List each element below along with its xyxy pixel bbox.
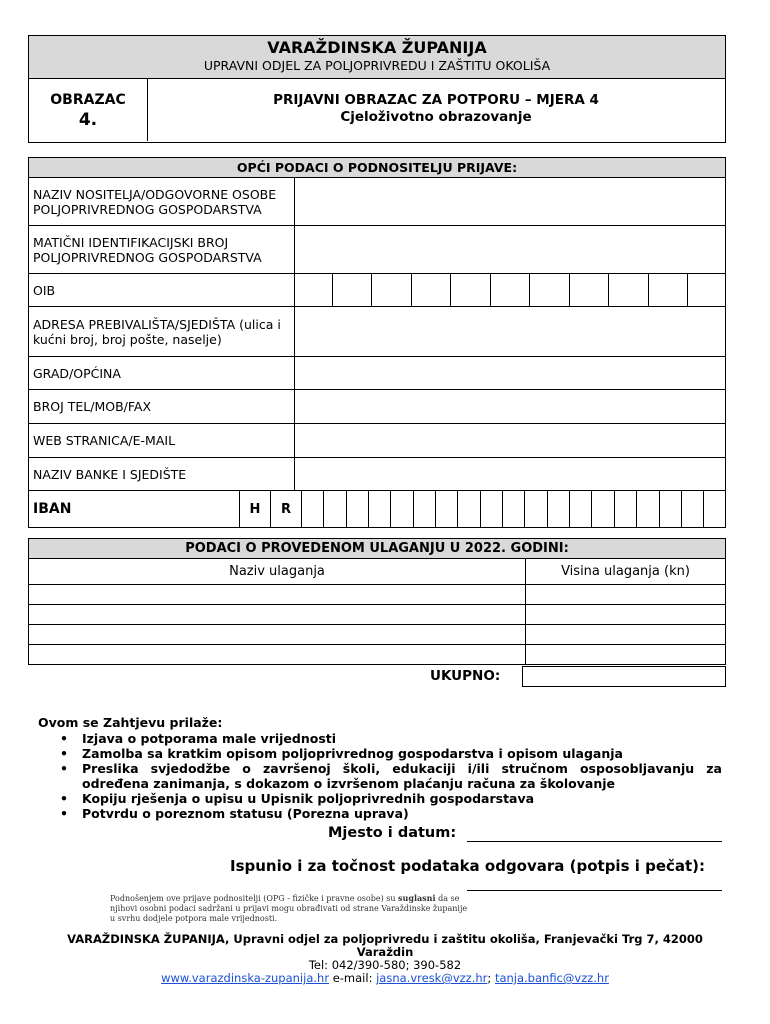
applicant-table [28, 157, 726, 528]
iban-country-r: R [271, 491, 302, 527]
consent-note-text-2: da se njihovi osobni podaci sadržani u prijavi mogu obrađivati od strane Varaždinske županije u svrhu dodjele potpora male vrijednosti. [110, 894, 468, 923]
form-title-box [147, 78, 725, 141]
total-label: UKUPNO: [430, 668, 501, 684]
consent-note [110, 893, 470, 924]
iban-digit[interactable] [324, 491, 346, 527]
attachments-list [60, 731, 722, 821]
attachment-item: • Zamolba sa kratkim opisom poljoprivrednog gospodarstva i opisom ulaganja [60, 746, 722, 761]
oib-digit[interactable] [372, 274, 411, 306]
email-link-1[interactable]: jasna.vresk@vzz.hr [376, 971, 488, 985]
field-label-phone: BROJ TEL/MOB/FAX [29, 390, 295, 424]
iban-boxes [29, 491, 725, 527]
iban-digit[interactable] [369, 491, 391, 527]
form-label: OBRAZAC [50, 92, 126, 108]
bank-field[interactable] [295, 458, 726, 491]
footer-phone: Tel: 042/390-580; 390-582 [308, 958, 462, 972]
field-label-web-email: WEB STRANICA/E-MAIL [29, 424, 295, 458]
iban-digit[interactable] [704, 491, 725, 527]
investment-section-title: PODACI O PROVEDENOM ULAGANJU U 2022. GODINI: [29, 539, 726, 559]
oib-digit[interactable] [609, 274, 648, 306]
investment-amount-cell[interactable] [526, 585, 726, 605]
iban-digit[interactable] [614, 491, 636, 527]
oib-digit[interactable] [688, 274, 725, 306]
attachments-heading: Ovom se Zahtjevu prilaže: [38, 715, 223, 730]
iban-label: IBAN [29, 491, 240, 527]
iban-digit[interactable] [413, 491, 435, 527]
email-separator: ; [487, 971, 492, 985]
oib-digit[interactable] [332, 274, 371, 306]
iban-digit[interactable] [525, 491, 547, 527]
oib-digit[interactable] [411, 274, 450, 306]
signature-label: Ispunio i za točnost podataka odgovara (potpis i pečat): [230, 857, 706, 875]
iban-digit[interactable] [681, 491, 703, 527]
email-label: e-mail: [332, 971, 373, 985]
applicant-section-title: OPĆI PODACI O PODNOSITELJU PRIJAVE: [29, 158, 726, 178]
web-email-field[interactable] [295, 424, 726, 458]
signature-line[interactable] [467, 890, 722, 891]
consent-note-bold: suglasni [398, 893, 436, 903]
iban-digit[interactable] [592, 491, 614, 527]
form-subtitle: Cjeloživotno obrazovanje [340, 109, 532, 125]
oib-digit[interactable] [530, 274, 569, 306]
column-header-investment-amount: Visina ulaganja (kn) [526, 559, 726, 585]
field-label-address: ADRESA PREBIVALIŠTA/SJEDIŠTA (ulica i kućni broj, broj pošte, naselje) [29, 307, 295, 357]
investment-amount-cell[interactable] [526, 625, 726, 645]
iban-digit[interactable] [436, 491, 458, 527]
iban-digit[interactable] [346, 491, 368, 527]
department-subtitle: UPRAVNI ODJEL ZA POLJOPRIVREDU I ZAŠTITU OKOLIŠA [203, 58, 551, 73]
address-field[interactable] [295, 307, 726, 357]
column-header-investment-name: Naziv ulaganja [29, 559, 526, 585]
iban-digit[interactable] [547, 491, 569, 527]
attachment-item: • Preslika svjedodžbe o završenoj školi, edukaciji i/ili stručnom osposobljavanju za određena zanimanja, s dokazom o izvršenom plaćanju računa za školovanje [60, 761, 722, 791]
total-amount-field[interactable] [522, 666, 726, 687]
iban-digit[interactable] [458, 491, 480, 527]
investment-name-cell[interactable] [29, 645, 526, 665]
email-link-2[interactable]: tanja.banfic@vzz.hr [494, 971, 609, 985]
oib-digit[interactable] [569, 274, 608, 306]
investment-name-cell[interactable] [29, 625, 526, 645]
place-date-label: Mjesto i datum: [328, 825, 457, 841]
attachment-item: • Izjava o potporama male vrijednosti [60, 731, 722, 746]
field-label-bank: NAZIV BANKE I SJEDIŠTE [29, 458, 295, 491]
iban-row [29, 491, 726, 528]
phone-field[interactable] [295, 390, 726, 424]
iban-digit[interactable] [302, 491, 324, 527]
footer [40, 933, 730, 985]
iban-digit[interactable] [637, 491, 659, 527]
county-title: VARAŽDINSKA ŽUPANIJA [267, 38, 487, 57]
website-link[interactable]: www.varazdinska-zupanija.hr [161, 971, 330, 985]
investment-name-cell[interactable] [29, 605, 526, 625]
investment-amount-cell[interactable] [526, 645, 726, 665]
attachment-item: • Kopiju rješenja o upisu u Upisnik poljoprivrednih gospodarstava [60, 791, 722, 806]
form-header [28, 35, 726, 143]
footer-contacts [40, 972, 730, 985]
oib-digit-boxes [295, 274, 725, 306]
form-number-box [29, 78, 148, 141]
place-date-line[interactable] [467, 841, 722, 842]
oib-digit[interactable] [490, 274, 529, 306]
oib-field[interactable] [295, 274, 726, 307]
mibpg-field[interactable] [295, 226, 726, 274]
iban-digit[interactable] [570, 491, 592, 527]
footer-address: VARAŽDINSKA ŽUPANIJA, Upravni odjel za poljoprivredu i zaštitu okoliša, Franjevački Trg 7, 42000 Varaždin [67, 932, 703, 959]
consent-note-text: Podnošenjem ove prijave podnositelji (OPG - fizičke i pravne osobe) su [110, 894, 399, 903]
iban-digit[interactable] [480, 491, 502, 527]
oib-digit[interactable] [451, 274, 490, 306]
field-label-holder-name: NAZIV NOSITELJA/ODGOVORNE OSOBE POLJOPRIVREDNOG GOSPODARSTVA [29, 178, 295, 226]
investment-name-cell[interactable] [29, 585, 526, 605]
city-field[interactable] [295, 357, 726, 390]
holder-name-field[interactable] [295, 178, 726, 226]
form-number: 4. [78, 110, 98, 130]
oib-digit[interactable] [648, 274, 687, 306]
attachment-item: • Potvrdu o poreznom statusu (Porezna uprava) [60, 806, 722, 821]
form-title: PRIJAVNI OBRAZAC ZA POTPORU – MJERA 4 [273, 92, 599, 108]
oib-digit[interactable] [295, 274, 332, 306]
iban-digit[interactable] [503, 491, 525, 527]
field-label-mibpg: MATIČNI IDENTIFIKACIJSKI BROJ POLJOPRIVREDNOG GOSPODARSTVA [29, 226, 295, 274]
iban-digit[interactable] [391, 491, 413, 527]
iban-digit[interactable] [659, 491, 681, 527]
investment-amount-cell[interactable] [526, 605, 726, 625]
iban-country-h: H [240, 491, 271, 527]
header-banner [29, 36, 725, 79]
field-label-oib: OIB [29, 274, 295, 307]
field-label-city: GRAD/OPĆINA [29, 357, 295, 390]
investment-table [28, 538, 726, 665]
